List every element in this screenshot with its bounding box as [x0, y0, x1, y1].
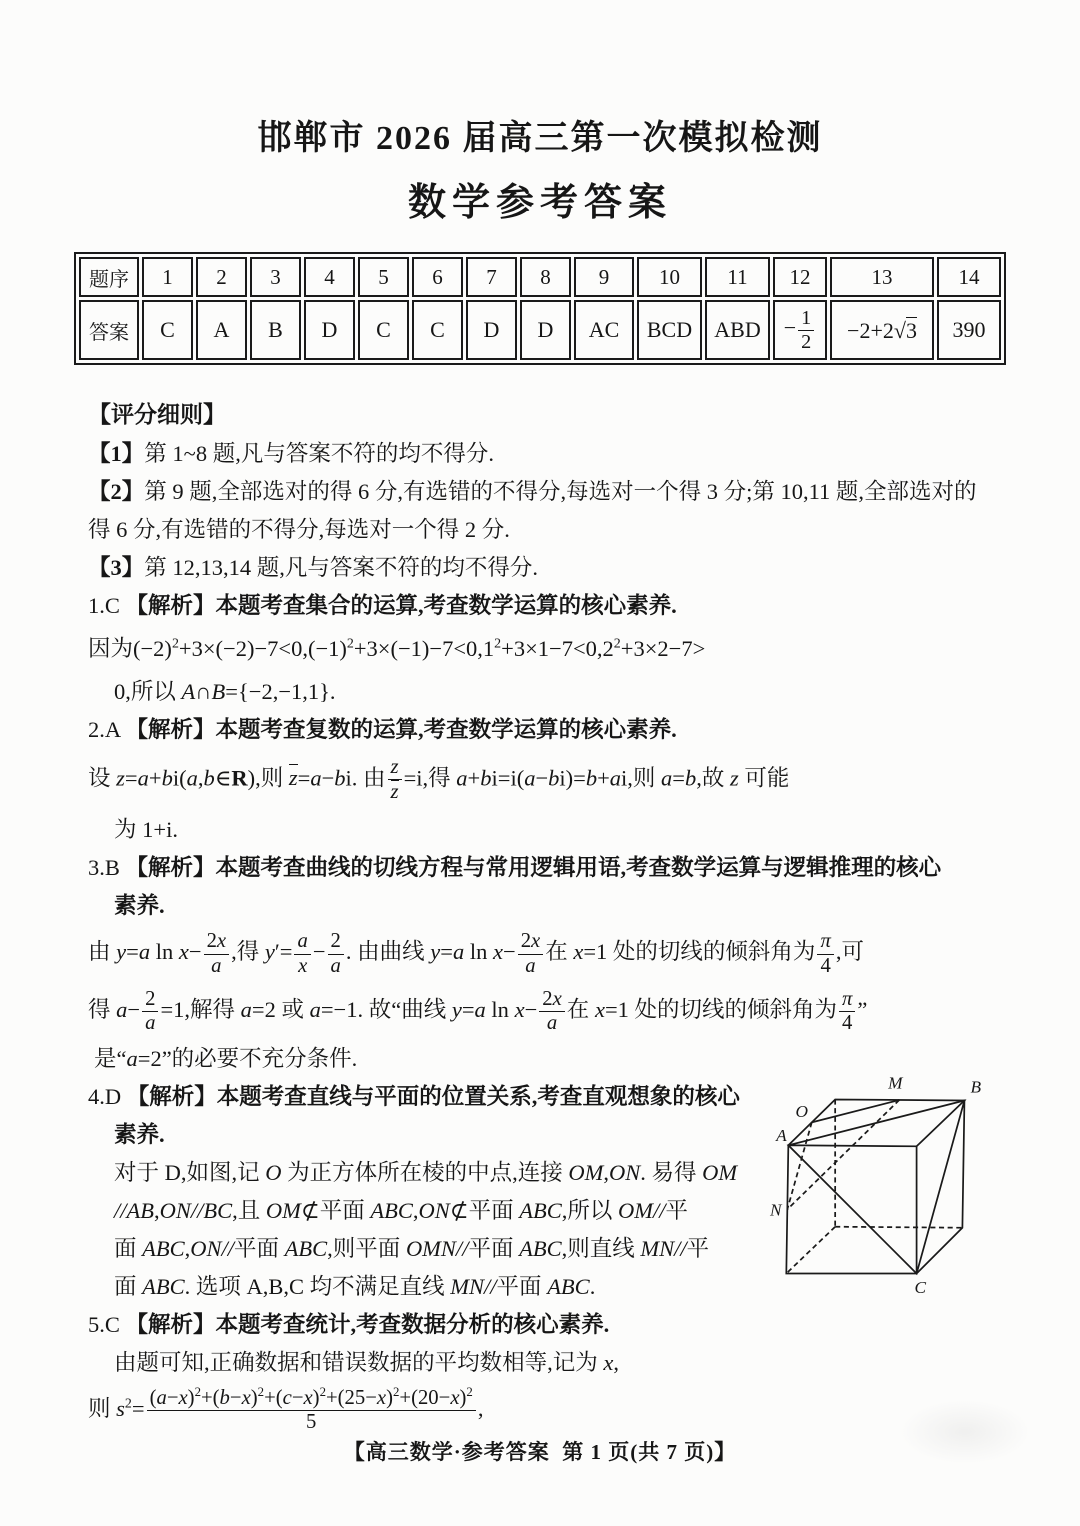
answer-cell: D	[520, 300, 571, 360]
answer-table	[74, 252, 1006, 365]
answer-cell: C	[412, 300, 463, 360]
question-number: 1	[142, 257, 193, 297]
page-subtitle: 数学参考答案	[407, 182, 672, 224]
answer-body	[88, 395, 994, 1440]
answer-cell: A	[196, 300, 247, 360]
solution-line: //AB,ON//BC,且 OM⊄平面 ABC,ON⊄平面 ABC,所以 OM//平	[114, 1198, 689, 1224]
answer-cell: D	[466, 300, 517, 360]
scoring-rule: 【1】第 1~8 题,凡与答案不符的均不得分.	[88, 441, 494, 466]
vertex-label: N	[770, 1200, 782, 1220]
answer-cell: C	[142, 300, 193, 360]
question-4	[88, 1073, 994, 1306]
solution-line: 面 ABC. 选项 A,B,C 均不满足直线 MN//平面 ABC.	[114, 1274, 596, 1300]
vertex-label: M	[888, 1073, 903, 1093]
answer-cell: BCD	[637, 300, 702, 360]
question-head: 5.C 【解析】本题考查统计,考查数据分析的核心素养.	[88, 1312, 610, 1338]
question-3	[88, 849, 994, 1078]
question-number: 9	[574, 257, 634, 297]
solution-line: 是“a=2”的必要不充分条件.	[94, 1046, 358, 1072]
segment-om	[812, 1100, 900, 1122]
table-row-numbers	[79, 257, 1001, 297]
scoring-rules-heading: 【评分细则】	[88, 402, 226, 427]
solution-line: 设 z=a+bi(a,b∈R),则 z=a−bi. 由 $\frac{z}{z}$ =i,得 a+bi=i(a−bi)=b+ai,则 a=b,故 z 可能	[88, 756, 790, 804]
solution-line: 得 a− $\frac{2}{a}$ =1,解得 a=2 或 a=−1. 故“曲线 y=a ln x− $\frac{2x}{a}$ 在 x=1 处的切线的倾斜角为 $\frac{\pi}{4}$ ”	[88, 987, 868, 1034]
question-2	[88, 711, 994, 849]
question-number: 11	[705, 257, 770, 297]
answer-cell: D	[304, 300, 355, 360]
solution-line: 对于 D,如图,记 O 为正方体所在棱的中点,连接 OM,ON. 易得 OM	[114, 1160, 738, 1186]
question-number: 2	[196, 257, 247, 297]
question-1	[88, 587, 994, 711]
question-number: 5	[358, 257, 409, 297]
scoring-rule: 得 6 分,有选错的不得分,每选对一个得 2 分.	[88, 517, 510, 542]
solution-line: 则 $s^2=$ $\frac{(a-x)^2+(b-x)^2+(c-x)^2+(25-x)^2+(20-x)^2}{5}$ ,	[88, 1385, 484, 1434]
solution-line: 由题可知,正确数据和错误数据的平均数相等,记为 x,	[114, 1350, 620, 1376]
question-head: 2.A 【解析】本题考查复数的运算,考查数学运算的核心素养.	[88, 717, 677, 742]
solution-line: 因为$(-2)^2+3\times(-2)-7<0,(-1)^2+3\times(-1)-7<0,1^2+3\times 1-7<0,2^2+3\times 2-7>$	[88, 636, 706, 661]
question-number: 14	[937, 257, 1001, 297]
cube-hidden-edges	[786, 1100, 962, 1274]
vertex-label: B	[970, 1077, 982, 1097]
question-head: 素养.	[114, 1122, 165, 1148]
question-head: 素养.	[114, 893, 165, 919]
question-head: 3.B 【解析】本题考查曲线的切线方程与常用逻辑用语,考查数学运算与逻辑推理的核心	[88, 855, 942, 881]
answer-cell: − $\frac{1}{2}$	[773, 300, 827, 360]
question-number: 3	[250, 257, 301, 297]
scoring-rule: 【3】第 12,13,14 题,凡与答案不符的均不得分.	[88, 555, 539, 580]
question-number: 6	[412, 257, 463, 297]
solution-line: 面 ABC,ON//平面 ABC,则平面 OMN//平面 ABC,则直线 MN//平	[114, 1236, 710, 1262]
question-number: 10	[637, 257, 702, 297]
table-row-answers	[79, 300, 1001, 360]
solution-line: 0,所以 A∩B={−2,−1,1}.	[114, 679, 336, 704]
question-head: 4.D 【解析】本题考查直线与平面的位置关系,考查直观想象的核心	[88, 1084, 740, 1110]
answer-cell: C	[358, 300, 409, 360]
answer-cell: 390	[937, 300, 1001, 360]
row-label: 答案	[79, 300, 139, 360]
question-number: 4	[304, 257, 355, 297]
question-number: 13	[830, 257, 934, 297]
answer-cell: B	[250, 300, 301, 360]
cube-figure	[764, 1072, 1002, 1300]
question-number: 12	[773, 257, 827, 297]
answer-cell: −2+2√3	[830, 300, 934, 360]
question-5	[88, 1306, 994, 1439]
answer-cell: AC	[574, 300, 634, 360]
row-label: 题序	[79, 257, 139, 297]
question-number: 7	[466, 257, 517, 297]
page-footer: 【高三数学·参考答案 第 1 页(共 7 页)】	[343, 1440, 737, 1464]
solution-line: 由 y=a ln x− $\frac{2x}{a}$ ,得 y′= $\frac{a}{x}$ − $\frac{2}{a}$ . 由曲线 y=a ln x− $\frac{2x}{a}$ 在 x=1 处的切线的倾斜角为 $\frac{\pi}{4}$ ,可	[88, 930, 864, 977]
solution-line: 为 1+i.	[114, 817, 178, 843]
vertex-label: C	[914, 1278, 927, 1297]
vertex-label: A	[776, 1126, 787, 1146]
question-head: 1.C 【解析】本题考查集合的运算,考查数学运算的核心素养.	[88, 593, 677, 618]
vertex-label: O	[795, 1101, 808, 1121]
answer-cell: ABD	[705, 300, 770, 360]
question-number: 8	[520, 257, 571, 297]
scoring-rule: 【2】第 9 题,全部选对的得 6 分,有选错的不得分,每选对一个得 3 分;第 10,11 题,全部选对的	[88, 479, 977, 504]
page-title: 邯郸市 2026 届高三第一次模拟检测	[257, 120, 823, 157]
